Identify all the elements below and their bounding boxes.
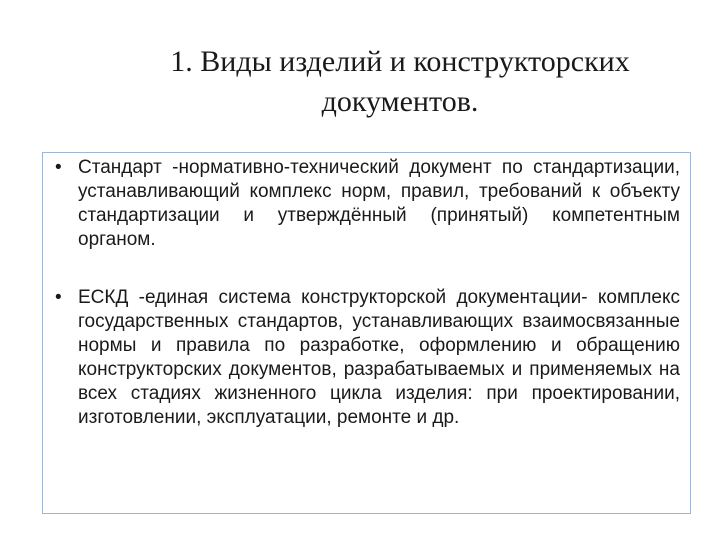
bullet-list [44, 156, 680, 430]
slide-title-line-1: 1. Виды изделий и конструкторских [170, 45, 630, 78]
bullet-text: Стандарт -нормативно-технический документ по стандартизации, устанавливающий комплекс норм, правил, требований к объекту стандартизации и утверждённый (принятый) компетентным органом. [78, 157, 680, 250]
slide-title-line-2: документов. [321, 85, 479, 118]
bullet-dot-icon: • [55, 287, 62, 308]
bullet-item-standard [44, 156, 680, 252]
bullet-item-eskd [44, 286, 680, 430]
slide-title [110, 42, 690, 122]
bullet-dot-icon: • [55, 157, 62, 178]
bullet-text: ЕСКД -единая система конструкторской документации- комплекс государственных стандартов, устанавливающих взаимосвязанные нормы и правила по разработке, оформлению и обращению конструкторских документов, разрабатываемых и применяемых на всех стадиях жизненного цикла изделия: при проектировании, изготовлении, эксплуатации, ремонте и др. [78, 287, 680, 428]
